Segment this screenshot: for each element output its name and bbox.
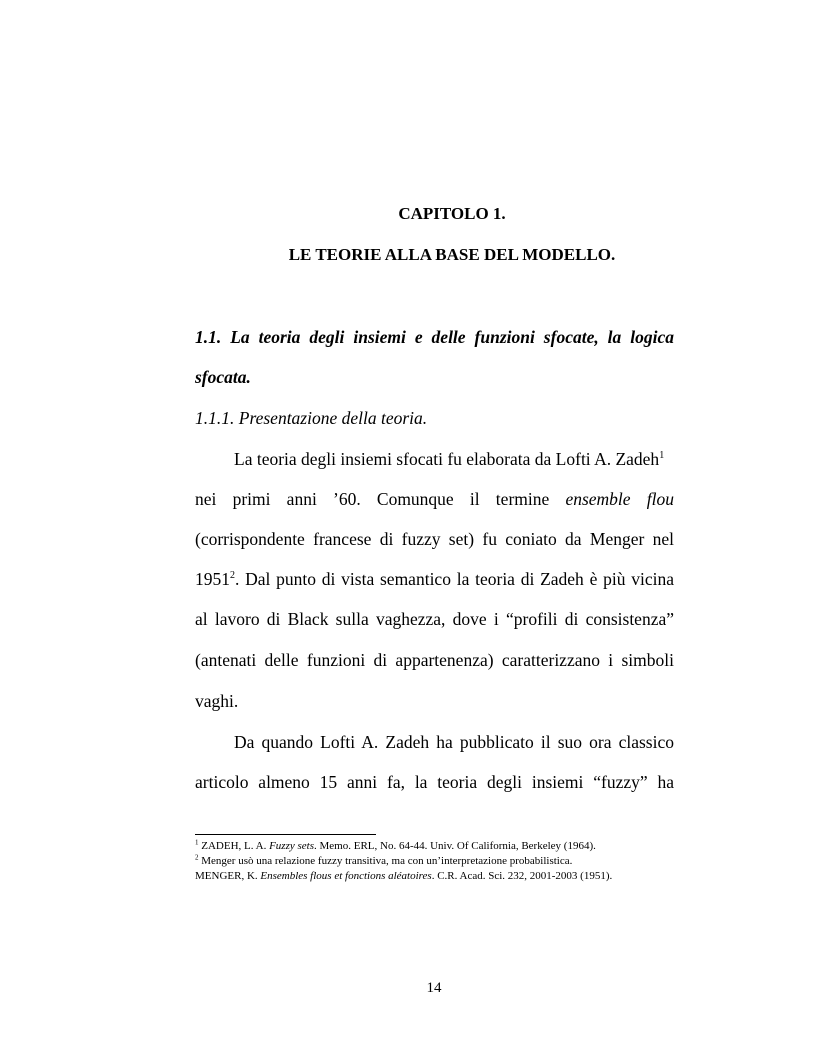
footnote-separator [195,834,376,835]
paragraph-2-line-1: Da quando Lofti A. Zadeh ha pubblicato il suo ora classico [234,732,674,752]
footnote-2-continuation [195,870,612,883]
paragraph-1-line-7: vaghi. [195,691,239,711]
section-heading-line-1: 1.1. La teoria degli insiemi e delle funzioni sfocate, la logica [195,327,674,347]
paragraph-text: nei primi anni ’60. Comunque il termine [195,489,566,509]
paragraph-text: . Dal punto di vista semantico la teoria di Zadeh è più vicina [235,569,674,589]
chapter-subtitle: LE TEORIE ALLA BASE DEL MODELLO. [288,245,616,264]
paragraph-1-line-2 [195,488,674,510]
page-number: 14 [426,980,442,996]
emphasis-text: ensemble flou [565,489,674,509]
paragraph-1-line-3: (corrispondente francese di fuzzy set) fu coniato da Menger nel [195,529,674,549]
footnote-2-number: 2 [195,853,199,862]
footnote-1 [195,840,596,853]
footnote-ref-2: 2 [230,570,235,582]
subsection-heading: 1.1.1. Presentazione della teoria. [195,408,428,428]
chapter-title: CAPITOLO 1. [398,204,506,223]
footnote-ref-1: 1 [659,450,665,462]
footnote-text: MENGER, K. [195,870,261,882]
paragraph-1-line-1 [234,448,674,470]
section-heading-line-2: sfocata. [195,367,251,387]
paragraph-1-line-4 [195,568,674,590]
paragraph-1-line-5: al lavoro di Black sulla vaghezza, dove i “profili di consistenza” [195,609,674,629]
footnote-text: Menger usò una relazione fuzzy transitiva, ma con un’interpretazione probabilistica. [198,855,573,867]
paragraph-2-line-2: articolo almeno 15 anni fa, la teoria degli insiemi “fuzzy” ha [195,772,674,792]
paragraph-text: La teoria degli insiemi sfocati fu elaborata da Lofti A. Zadeh [234,449,660,469]
paragraph-1-line-6: (antenati delle funzioni di appartenenza) caratterizzano i simboli [195,650,674,670]
footnote-2 [195,855,572,868]
footnote-1-number: 1 [195,838,199,847]
footnote-text: . Memo. ERL, No. 64-44. Univ. Of California, Berkeley (1964). [314,840,596,852]
paragraph-text: 1951 [195,569,230,589]
footnote-text: . C.R. Acad. Sci. 232, 2001-2003 (1951). [431,870,613,882]
footnote-text: ZADEH, L. A. [198,840,270,852]
footnote-title: Fuzzy sets [269,840,314,852]
footnote-title: Ensembles flous et fonctions aléatoires [260,870,432,882]
